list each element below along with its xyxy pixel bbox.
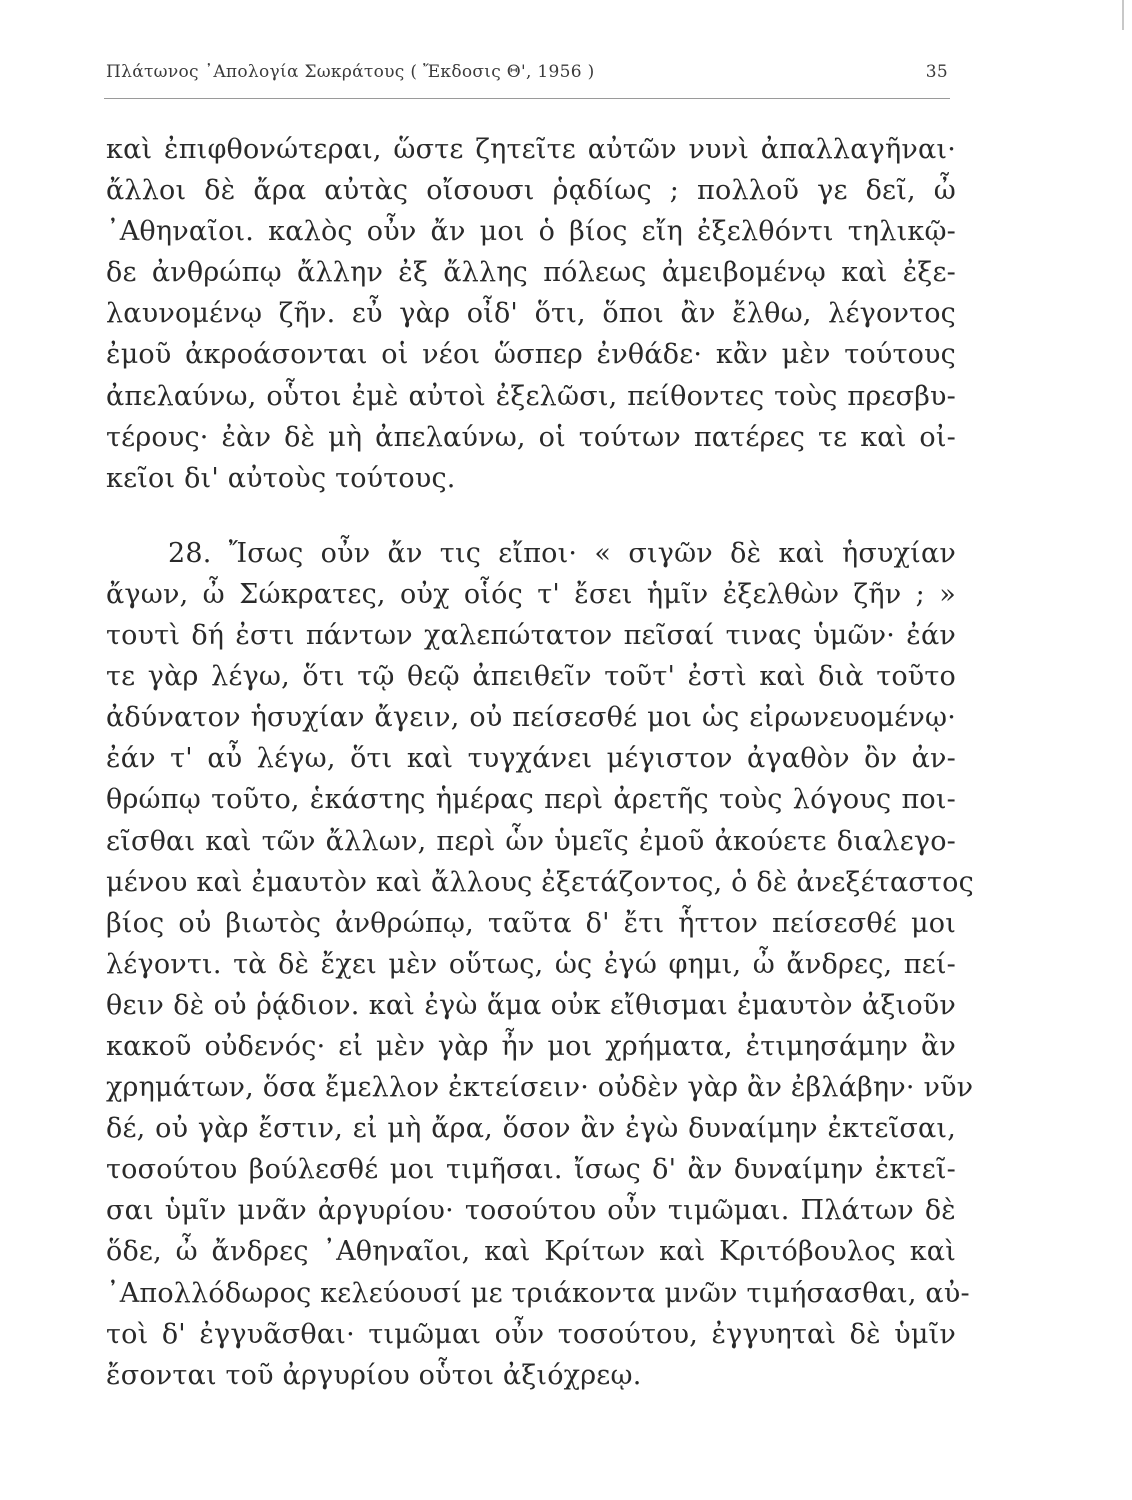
text-line: τουτὶ δή ἐστι πάντων χαλεπώτατον πεῖσαί τινας ὑμῶν· ἐάν bbox=[106, 620, 956, 652]
text-line: εῖσθαι καὶ τῶν ἄλλων, περὶ ὧν ὑμεῖς ἐμοῦ ἀκούετε διαλεγο- bbox=[106, 825, 956, 857]
text-line: ᾿Απολλόδωρος κελεύουσί με τριάκοντα μνῶν τιμήσασθαι, αὐ- bbox=[106, 1277, 970, 1309]
text-line: κεῖοι δι' αὐτοὺς τούτους. bbox=[106, 462, 456, 494]
text-line: λέγοντι. τὰ δὲ ἔχει μὲν οὕτως, ὡς ἐγώ φημι, ὦ ἄνδρες, πεί- bbox=[106, 948, 956, 980]
text-line: ἄλλοι δὲ ἄρα αὐτὰς οἴσουσι ῥᾳδίως ; πολλοῦ γε δεῖ, ὦ bbox=[106, 175, 956, 207]
text-line: τέρους· ἐὰν δὲ μὴ ἀπελαύνω, οἱ τούτων πατέρες τε καὶ οἰ- bbox=[106, 421, 956, 453]
body-text bbox=[106, 129, 974, 1396]
text-line: καὶ ἐπιφθονώτεραι, ὥστε ζητεῖτε αὐτῶν νυνὶ ἀπαλλαγῆναι· bbox=[106, 134, 956, 165]
text-line: χρημάτων, ὅσα ἔμελλον ἐκτείσειν· οὐδὲν γὰρ ἂν ἐβλάβην· νῦν bbox=[106, 1072, 974, 1104]
text-line: ἐάν τ' αὖ λέγω, ὅτι καὶ τυγχάνει μέγιστον ἀγαθὸν ὂν ἀν- bbox=[106, 743, 956, 775]
text-line: λαυνομένῳ ζῆν. εὖ γὰρ οἶδ' ὅτι, ὅποι ἂν ἔλθω, λέγοντος bbox=[106, 298, 956, 330]
text-line: ὅδε, ὦ ἄνδρες ᾿Αθηναῖοι, καὶ Κρίτων καὶ Κριτόβουλος καὶ bbox=[106, 1236, 956, 1268]
text-line: μένου καὶ ἐμαυτὸν καὶ ἄλλους ἐξετάζοντος, ὁ δὲ ἀνεξέταστος bbox=[106, 866, 974, 898]
text-line: βίος οὐ βιωτὸς ἀνθρώπῳ, ταῦτα δ' ἔτι ἧττον πείσεσθέ μοι bbox=[106, 907, 956, 939]
text-line: τοὶ δ' ἐγγυᾶσθαι· τιμῶμαι οὖν τοσούτου, ἐγγυηταὶ δὲ ὑμῖν bbox=[106, 1318, 956, 1350]
text-line: ἐμοῦ ἀκροάσονται οἱ νέοι ὥσπερ ἐνθάδε· κἂν μὲν τούτους bbox=[106, 339, 956, 371]
running-title: Πλάτωνος ᾿Απολογία Σωκράτους ( Ἔκδοσις Θ', 1956 ) bbox=[106, 62, 595, 82]
text-line: θειν δὲ οὐ ῥᾴδιον. καὶ ἐγὼ ἅμα οὐκ εἴθισμαι ἐμαυτὸν ἀξιοῦν bbox=[106, 989, 956, 1021]
text-line: ἀπελαύνω, οὗτοι ἐμὲ αὐτοὶ ἐξελῶσι, πείθοντες τοὺς πρεσβυ- bbox=[106, 380, 956, 412]
text-line: ἀδύνατον ἡσυχίαν ἄγειν, οὐ πείσεσθέ μοι ὡς εἰρωνευομένῳ· bbox=[106, 702, 956, 734]
text-line: κακοῦ οὐδενός· εἰ μὲν γὰρ ἦν μοι χρήματα, ἐτιμησάμην ἂν bbox=[106, 1030, 956, 1062]
running-header bbox=[106, 62, 948, 92]
text-line: σαι ὑμῖν μνᾶν ἀργυρίου· τοσούτου οὖν τιμῶμαι. Πλάτων δὲ bbox=[106, 1195, 956, 1227]
text-line: δε ἀνθρώπῳ ἄλλην ἐξ ἄλλης πόλεως ἀμειβομένῳ καὶ ἐξε- bbox=[106, 257, 956, 289]
text-line: τε γὰρ λέγω, ὅτι τῷ θεῷ ἀπειθεῖν τοῦτ' ἐστὶ καὶ διὰ τοῦτο bbox=[106, 661, 956, 693]
page-number: 35 bbox=[925, 62, 948, 82]
text-line: ᾿Αθηναῖοι. καλὸς οὖν ἄν μοι ὁ βίος εἴη ἐξελθόντι τηλικῷ- bbox=[106, 216, 956, 248]
text-line: ἄγων, ὦ Σώκρατες, οὐχ οἷός τ' ἔσει ἡμῖν ἐξελθὼν ζῆν ; » bbox=[106, 578, 956, 610]
paragraph bbox=[106, 533, 974, 1396]
paragraph-gap bbox=[106, 499, 956, 533]
text-line: τοσούτου βούλεσθέ μοι τιμῆσαι. ἴσως δ' ἂν δυναίμην ἐκτεῖ- bbox=[106, 1154, 956, 1186]
header-rule bbox=[104, 98, 950, 99]
text-line: θρώπῳ τοῦτο, ἑκάστης ἡμέρας περὶ ἀρετῆς τοὺς λόγους ποι- bbox=[106, 784, 956, 816]
text-line: ἔσονται τοῦ ἀργυρίου οὗτοι ἀξιόχρεῳ. bbox=[106, 1359, 642, 1391]
paragraph bbox=[106, 129, 956, 499]
text-line: 28. Ἴσως οὖν ἄν τις εἴποι· « σιγῶν δὲ καὶ ἡσυχίαν bbox=[168, 537, 956, 569]
text-line: δέ, οὐ γὰρ ἔστιν, εἰ μὴ ἄρα, ὅσον ἂν ἐγὼ δυναίμην ἐκτεῖσαι, bbox=[106, 1113, 956, 1145]
page-edge-mark bbox=[1122, 0, 1124, 30]
